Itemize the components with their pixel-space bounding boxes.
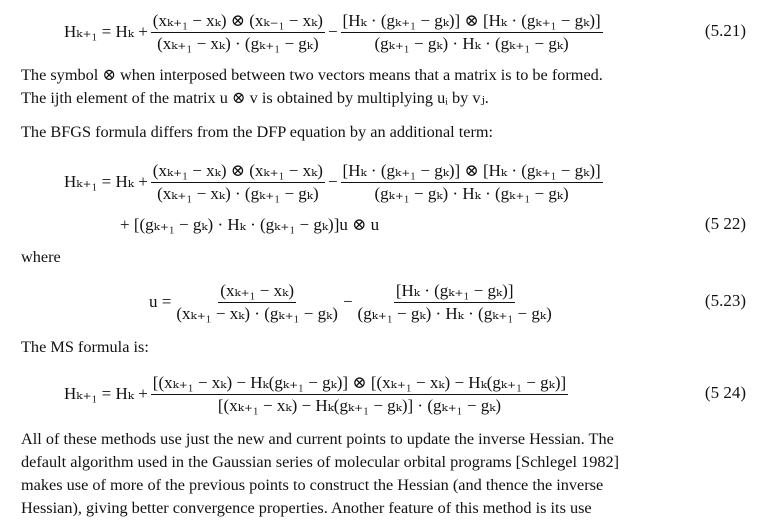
fraction-denominator: [(xₖ₊₁ − xₖ) − Hₖ(gₖ₊₁ − gₖ)] · (gₖ₊₁ − gₖ) [217, 395, 502, 415]
fraction-1 [151, 10, 325, 55]
fraction [151, 372, 568, 417]
fraction-numerator: [Hₖ · (gₖ₊₁ − gₖ)] ⊗ [Hₖ · (gₖ₊₁ − gₖ)] [341, 160, 603, 183]
fraction-denominator: (xₖ₊₁ − xₖ) · (gₖ₊₁ − gₖ) [157, 33, 319, 53]
fraction-denominator: (gₖ₊₁ − gₖ) · Hₖ · (gₖ₊₁ − gₖ) [374, 33, 569, 53]
equation-term: + [(gₖ₊₁ − gₖ) · Hₖ · (gₖ₊₁ − gₖ)]u ⊗ u [120, 215, 380, 234]
equation-5-23-body [149, 274, 557, 330]
paragraph-line: The ijth element of the matrix u ⊗ v is obtained by multiplying uᵢ by vⱼ. [21, 89, 489, 107]
equation-5-21-body [64, 4, 606, 60]
fraction-denominator: (gₖ₊₁ − gₖ) · Hₖ · (gₖ₊₁ − gₖ) [374, 183, 569, 203]
paragraph-ms-intro [21, 336, 749, 359]
paragraph-line: All of these methods use just the new and current points to update the inverse Hessian. The [21, 430, 614, 448]
fraction-numerator: (xₖ₊₁ − xₖ) ⊗ (xₖ₊₁ − xₖ) [151, 160, 325, 183]
fraction-numerator: [(xₖ₊₁ − xₖ) − Hₖ(gₖ₊₁ − gₖ)] ⊗ [(xₖ₊₁ − xₖ) − Hₖ(gₖ₊₁ − gₖ)] [151, 372, 568, 395]
fraction-numerator: [Hₖ · (gₖ₊₁ − gₖ)] ⊗ [Hₖ · (gₖ₊₁ − gₖ)] [341, 10, 603, 33]
minus-sign: − [327, 172, 338, 191]
equation-5-23 [0, 274, 768, 330]
paragraph-line: The symbol ⊗ when interposed between two vectors means that a matrix is to be formed. [21, 66, 603, 84]
paragraph-line: The BFGS formula differs from the DFP equation by an additional term: [21, 123, 494, 141]
paragraph-line: makes use of more of the previous points to construct the Hessian (and thence the inverse [21, 476, 604, 494]
fraction-1 [151, 160, 325, 205]
fraction-denominator: (xₖ₊₁ − xₖ) · (gₖ₊₁ − gₖ) [157, 183, 319, 203]
paragraph-tensor-symbol [21, 64, 749, 110]
paragraph-methods-summary [21, 428, 749, 520]
fraction-2 [356, 280, 554, 325]
equation-5-21 [0, 4, 768, 60]
equation-lhs: Hₖ₊₁ = Hₖ + [64, 22, 148, 41]
equation-lhs: u = [149, 292, 172, 311]
equation-5-22-body [64, 154, 606, 210]
paragraph-line: where [21, 248, 61, 266]
equation-lhs: Hₖ₊₁ = Hₖ + [64, 384, 148, 403]
paragraph-line: default algorithm used in the Gaussian series of molecular orbital programs [Schlegel 1982] [21, 453, 620, 471]
fraction-denominator: (gₖ₊₁ − gₖ) · Hₖ · (gₖ₊₁ − gₖ) [357, 303, 552, 323]
minus-sign: − [342, 292, 353, 311]
fraction-numerator: (xₖ₊₁ − xₖ) ⊗ (xₖ₋₁ − xₖ) [151, 10, 325, 33]
fraction-denominator: (xₖ₊₁ − xₖ) · (gₖ₊₁ − gₖ) [176, 303, 338, 323]
equation-5-22-continuation [120, 212, 379, 238]
equation-lhs: Hₖ₊₁ = Hₖ + [64, 172, 148, 191]
equation-5-24-body [64, 366, 571, 422]
minus-sign: − [327, 22, 338, 41]
equation-number: (5 22) [704, 214, 746, 233]
equation-number: (5.21) [704, 21, 746, 40]
paragraph-where [21, 246, 749, 269]
fraction-numerator: (xₖ₊₁ − xₖ) [218, 280, 296, 303]
equation-number: (5.23) [704, 291, 746, 310]
paragraph-bfgs-intro [21, 121, 749, 144]
paragraph-line: The MS formula is: [21, 338, 149, 356]
paragraph-line: Hessian), giving better convergence properties. Another feature of this method is its use [21, 499, 592, 517]
fraction-1 [174, 280, 340, 325]
fraction-numerator: [Hₖ · (gₖ₊₁ − gₖ)] [394, 280, 516, 303]
equation-number: (5 24) [704, 383, 746, 402]
fraction-2 [341, 160, 603, 205]
equation-5-22 [0, 154, 768, 246]
fraction-2 [341, 10, 603, 55]
equation-5-24 [0, 366, 768, 422]
